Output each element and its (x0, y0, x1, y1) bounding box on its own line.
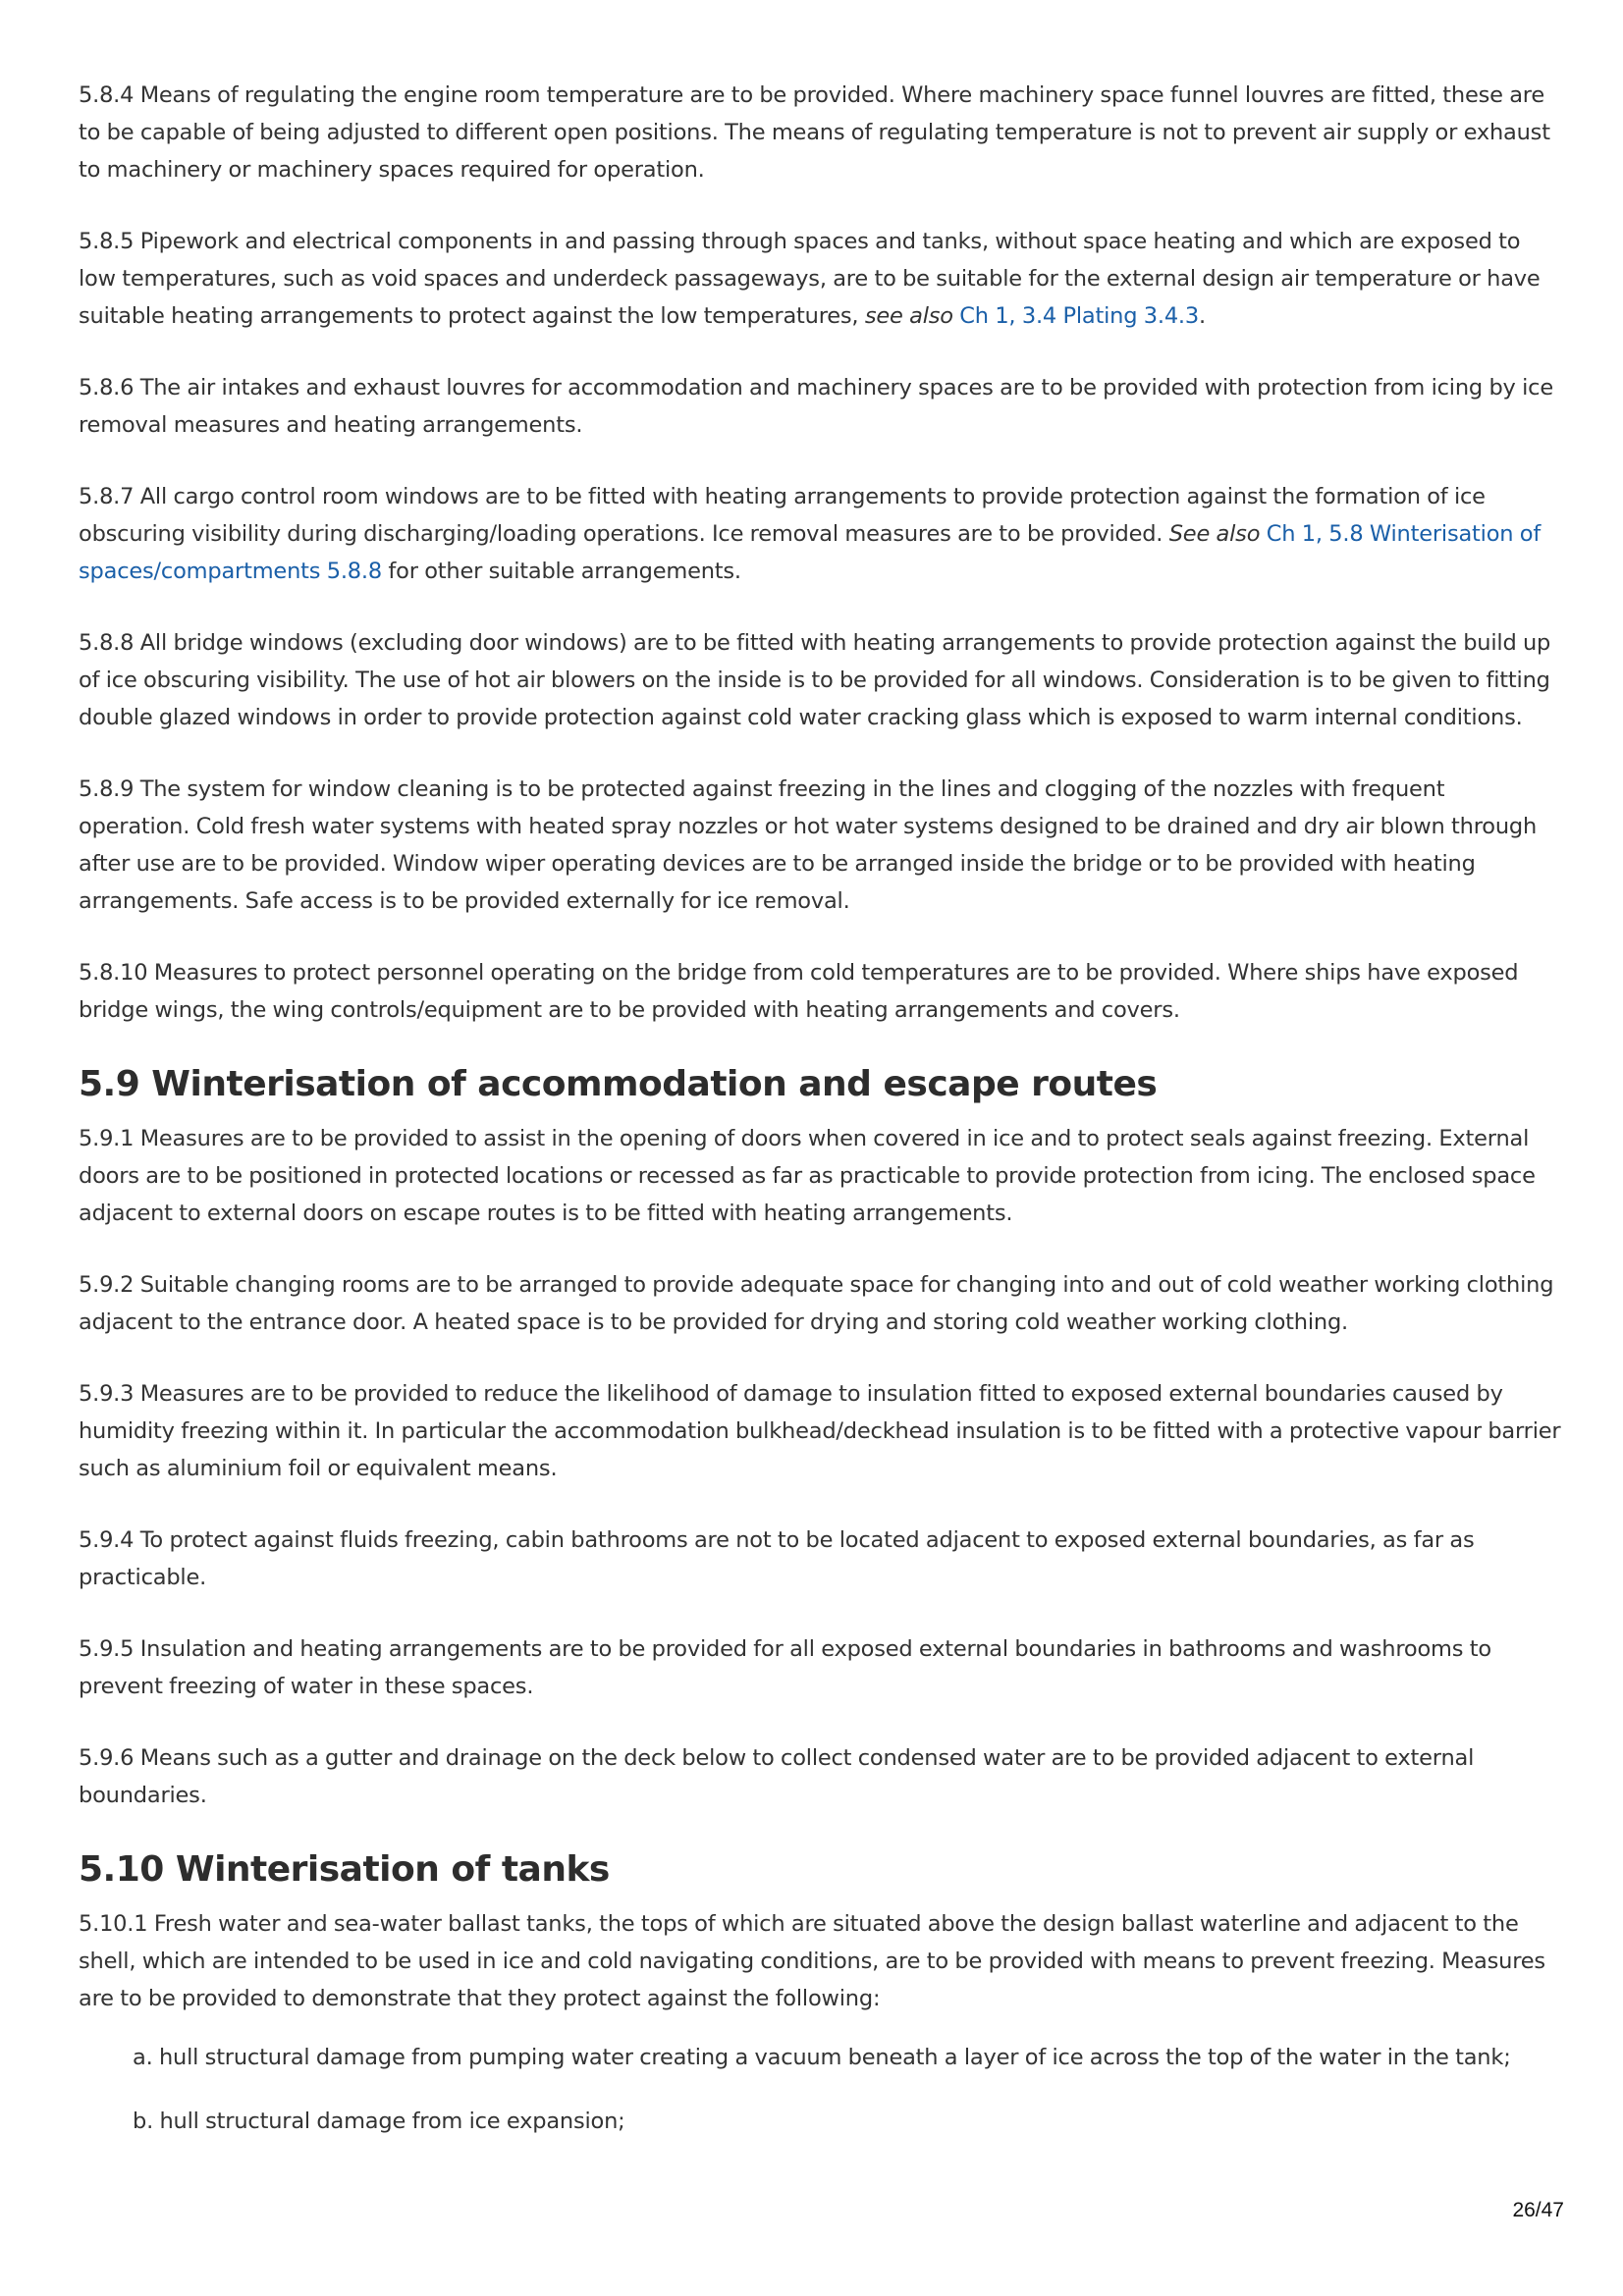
page-number: 26/47 (1512, 2199, 1564, 2221)
paragraph-5-8-5-see-also: see also (864, 303, 953, 329)
paragraph-5-8-5-end: . (1199, 303, 1206, 329)
paragraph-5-8-7-see-also: See also (1168, 521, 1261, 547)
paragraph-5-8-7-end: for other suitable arrangements. (381, 559, 741, 584)
paragraph-5-8-6: 5.8.6 The air intakes and exhaust louvres for accommodation and machinery spaces are to be provided with protection from icing by ice removal measures and heating arrangements. (79, 375, 1553, 438)
paragraph-5-8-9: 5.8.9 The system for window cleaning is to be protected against freezing in the lines and clogging of the nozzles with frequent operation. Cold fresh water systems with heated spray nozzles or hot water systems designed to be drained and dry air blown through after use are to be provided. Window wiper operating devices are to be arranged inside the bridge or to be provided with heating arrangements. Safe access is to be provided externally for ice removal. (79, 776, 1538, 914)
paragraph-5-9-2: 5.9.2 Suitable changing rooms are to be arranged to provide adequate space for changing into and out of cold weather working clothing adjacent to the entrance door. A heated space is to be provided for drying and storing cold weather working clothing. (79, 1272, 1554, 1335)
link-ch1-3-4-plating[interactable]: Ch 1, 3.4 Plating 3.4.3 (959, 303, 1199, 329)
paragraph-5-8-5 (79, 223, 1561, 335)
link-ch1-5-8-winterisation[interactable]: Ch 1, 5.8 Winterisation of spaces/compartments 5.8.8 (79, 521, 1542, 584)
heading-5-10: 5.10 Winterisation of tanks (79, 1849, 610, 1890)
paragraph-5-8-5-text: 5.8.5 Pipework and electrical components in and passing through spaces and tanks, without space heating and which are exposed to low temperatures, such as void spaces and underdeck passageways, are to be suitable for the external design air temperature or have suitable heating arrangements to protect against the low temperatures, (79, 229, 1541, 329)
document-page (79, 77, 1561, 2166)
paragraph-5-8-7-text: 5.8.7 All cargo control room windows are to be fitted with heating arrangements to provide protection against the formation of ice obscuring visibility during discharging/loading operations. Ice removal measures are to be provided. (79, 484, 1486, 547)
list-item-b: b. hull structural damage from ice expansion; (133, 2109, 625, 2134)
paragraph-5-8-8: 5.8.8 All bridge windows (excluding door windows) are to be fitted with heating arrangements to provide protection against the build up of ice obscuring visibility. The use of hot air blowers on the inside is to be provided for all windows. Consideration is to be given to fitting double glazed windows in order to provide protection against cold water cracking glass which is exposed to warm internal conditions. (79, 630, 1551, 730)
paragraph-5-9-1: 5.9.1 Measures are to be provided to assist in the opening of doors when covered in ice and to protect seals against freezing. External doors are to be positioned in protected locations or recessed as far as practicable to provide protection from icing. The enclosed space adjacent to external doors on escape routes is to be fitted with heating arrangements. (79, 1126, 1536, 1226)
paragraph-5-9-6: 5.9.6 Means such as a gutter and drainage on the deck below to collect condensed water are to be provided adjacent to external boundaries. (79, 1745, 1475, 1808)
paragraph-5-8-10: 5.8.10 Measures to protect personnel operating on the bridge from cold temperatures are to be provided. Where ships have exposed bridge wings, the wing controls/equipment are to be provided with heating arrangements and covers. (79, 960, 1519, 1023)
paragraph-5-8-4: 5.8.4 Means of regulating the engine room temperature are to be provided. Where machinery space funnel louvres are fitted, these are to be capable of being adjusted to different open positions. The means of regulating temperature is not to prevent air supply or exhaust to machinery or machinery spaces required for operation. (79, 82, 1550, 183)
list-item-a: a. hull structural damage from pumping water creating a vacuum beneath a layer of ice across the top of the water in the tank; (133, 2045, 1511, 2070)
paragraph-5-8-7 (79, 478, 1561, 590)
heading-5-9: 5.9 Winterisation of accommodation and escape routes (79, 1064, 1158, 1104)
paragraph-5-9-3: 5.9.3 Measures are to be provided to reduce the likelihood of damage to insulation fitted to exposed external boundaries caused by humidity freezing within it. In particular the accommodation bulkhead/deckhead insulation is to be fitted with a protective vapour barrier such as aluminium foil or equivalent means. (79, 1381, 1561, 1481)
paragraph-5-9-4: 5.9.4 To protect against fluids freezing, cabin bathrooms are not to be located adjacent to exposed external boundaries, as far as practicable. (79, 1527, 1475, 1590)
paragraph-5-9-5: 5.9.5 Insulation and heating arrangements are to be provided for all exposed external boundaries in bathrooms and washrooms to prevent freezing of water in these spaces. (79, 1636, 1491, 1699)
paragraph-5-10-1: 5.10.1 Fresh water and sea-water ballast tanks, the tops of which are situated above the design ballast waterline and adjacent to the shell, which are intended to be used in ice and cold navigating conditions, are to be provided with means to prevent freezing. Measures are to be provided to demonstrate that they protect against the following: (79, 1911, 1545, 2011)
